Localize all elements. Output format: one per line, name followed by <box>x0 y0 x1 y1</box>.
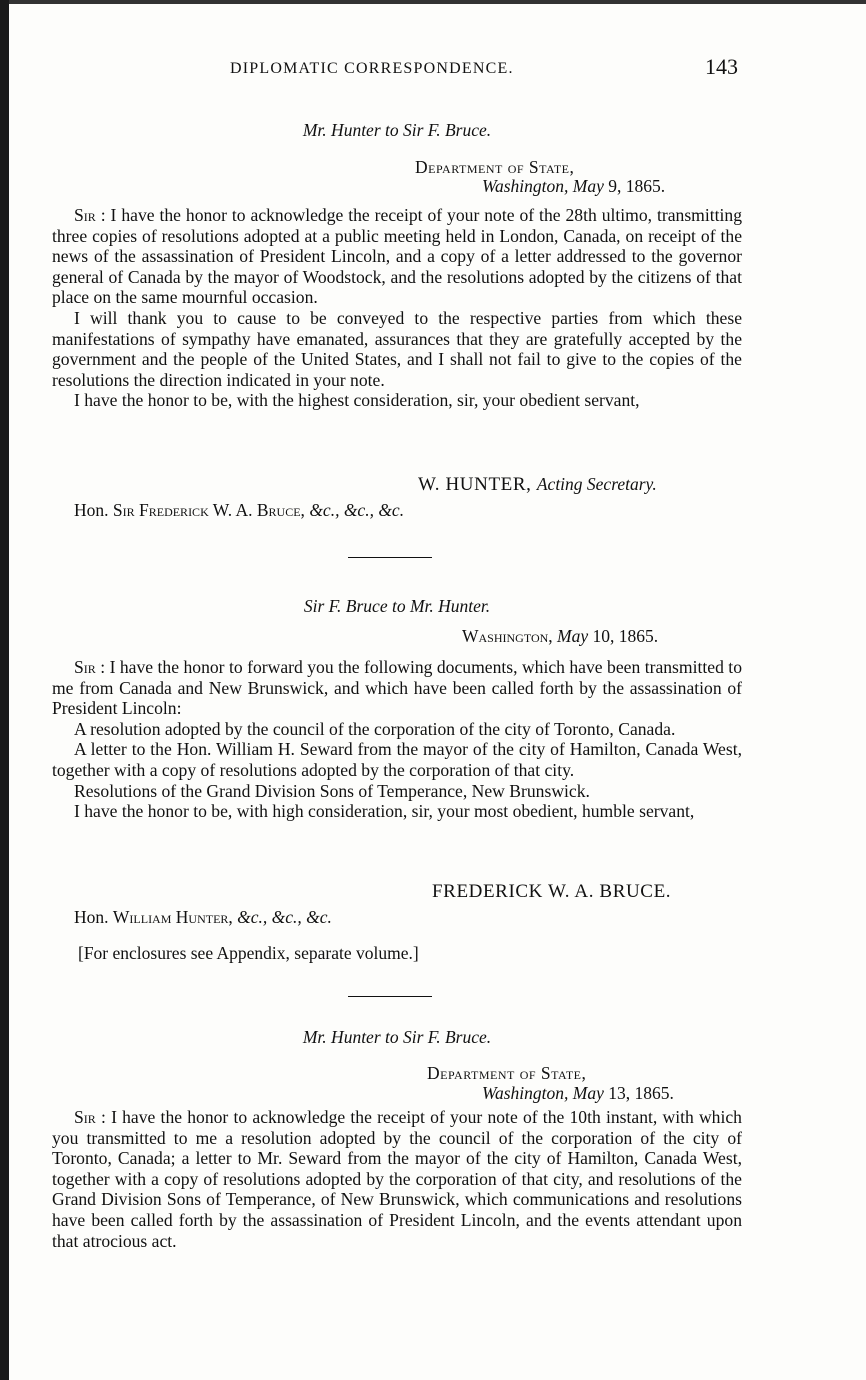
paragraph: A resolution adopted by the council of the corporation of the city of Toronto, Canada. <box>74 718 676 739</box>
page-number: 143 <box>705 54 738 79</box>
letter-title: Mr. Hunter to Sir F. Bruce. <box>302 120 492 140</box>
running-head: DIPLOMATIC CORRESPONDENCE. <box>230 60 514 77</box>
paragraph-text: I have the honor to acknowledge the receipt of your note of the 28th ultimo, transmitting three copies of resolutions adopted at a public meeting held in London, Canada, on receipt of the news of the assassination of President Lincoln, and a copy of a letter addressed to the governor general of Canada by the mayor of Woodstock, and the resolutions adopted by the citizens of that place on the same mournful occasion. <box>52 205 742 308</box>
date-month: May <box>572 1083 604 1103</box>
letter-dateline <box>482 1083 674 1104</box>
date-day-year: 9, 1865. <box>608 176 666 196</box>
letter-body <box>52 1107 742 1251</box>
addressee-prefix: Hon. <box>74 907 109 927</box>
letter-title: Sir F. Bruce to Mr. Hunter. <box>303 596 491 616</box>
letter-department: Department of State, <box>427 1063 587 1083</box>
document-page <box>52 0 742 1380</box>
date-place: Washington, <box>462 626 553 646</box>
date-day-year: 10, 1865. <box>592 626 659 646</box>
signature <box>432 881 671 903</box>
letter-3 <box>52 1027 742 1251</box>
letter-body <box>52 657 742 822</box>
addressee-name: Sir Frederick W. A. Bruce, <box>112 500 305 520</box>
section-divider <box>348 996 432 997</box>
signature-title: Acting Secretary. <box>536 474 657 494</box>
closing: I have the honor to be, with the highest consideration, sir, your obedient servant, <box>74 390 640 411</box>
paragraph <box>52 205 742 308</box>
enclosure-note: [For enclosures see Appendix, separate volume.] <box>78 943 419 963</box>
letter-department: Department of State, <box>415 157 575 177</box>
letter-1 <box>52 120 742 520</box>
salutation: Sir : <box>74 1107 106 1127</box>
letter-2 <box>52 596 742 963</box>
paragraph: I will thank you to cause to be conveyed to the respective parties from which these manifestations of sympathy have emanated, assurances that they are gratefully accepted by the government and the people of the United States, and I shall not fail to give to the copies of the resolutions the direction indicated in your note. <box>52 307 742 390</box>
paragraph <box>52 1107 742 1251</box>
addressee-suffix: &c., &c., &c. <box>309 500 405 520</box>
paragraph-text: I have the honor to acknowledge the receipt of your note of the 10th instant, with which you transmitted to me a resolution adopted by the council of the corporation of the city of Toronto, Canada; a letter to Mr. Seward from the mayor of the city of Hamilton, Canada West, together with a copy of resolutions adopted by the corporation of that city, and resolutions of the Grand Division Sons of Temperance, of New Brunswick, which communications and resolutions have been called forth by the assassination of President Lincoln, and the events attendant upon that atrocious act. <box>52 1107 742 1251</box>
paragraph: Resolutions of the Grand Division Sons of Temperance, New Brunswick. <box>74 780 590 801</box>
date-month: May <box>572 176 604 196</box>
paragraph: A letter to the Hon. William H. Seward from the mayor of the city of Hamilton, Canada West, together with a copy of resolutions adopted by the corporation of that city. <box>52 739 742 780</box>
letter-dateline <box>482 176 665 197</box>
date-day-year: 13, 1865. <box>608 1083 674 1103</box>
signature-name: W. HUNTER, <box>418 474 532 495</box>
addressee-suffix: &c., &c., &c. <box>237 907 332 927</box>
addressee-prefix: Hon. <box>74 500 109 520</box>
closing: I have the honor to be, with high consideration, sir, your most obedient, humble servant, <box>74 801 695 822</box>
section-divider <box>348 557 432 558</box>
paragraph-text: I have the honor to forward you the following documents, which have been transmitted to me from Canada and New Brunswick, and which have been called forth by the assassination of President Lincoln: <box>52 657 742 719</box>
binding-edge <box>0 0 9 1380</box>
date-place: Washington, <box>482 1083 569 1103</box>
signature <box>418 474 657 496</box>
letter-dateline <box>462 626 658 647</box>
salutation: Sir : <box>74 657 106 677</box>
date-month: May <box>557 626 589 646</box>
addressee-name: William Hunter, <box>112 907 233 927</box>
signature-name: FREDERICK W. A. BRUCE. <box>432 881 672 902</box>
letter-title: Mr. Hunter to Sir F. Bruce. <box>302 1027 492 1047</box>
salutation: Sir : <box>74 205 106 225</box>
addressee <box>74 500 404 521</box>
addressee <box>74 907 332 928</box>
date-place: Washington, <box>482 176 569 196</box>
paragraph <box>52 657 742 719</box>
letter-body <box>52 205 742 411</box>
